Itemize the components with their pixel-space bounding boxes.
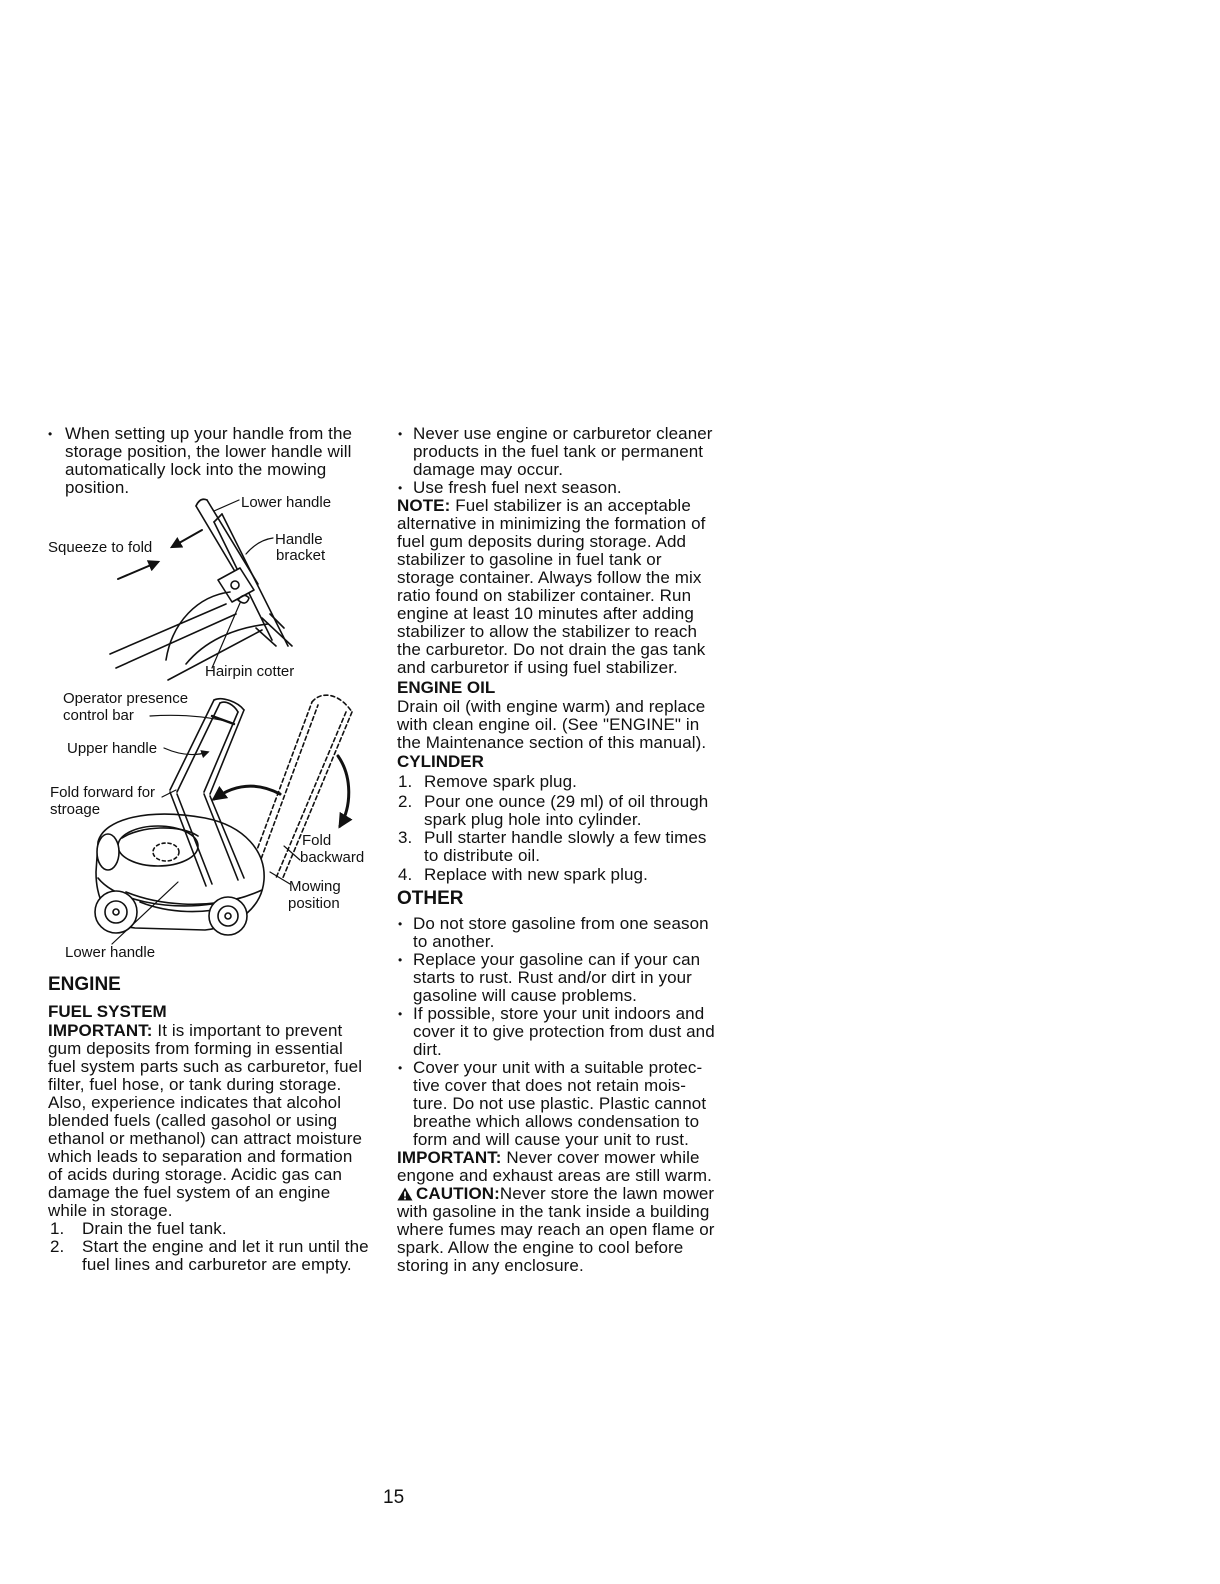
text-line: ethanol or methanol) can attract moisture [48, 1129, 363, 1148]
bullet-text [65, 425, 352, 497]
fuel-system-heading: FUEL SYSTEM [48, 1002, 167, 1021]
leader-hairpin-cotter [212, 603, 240, 668]
front-wheel-right [209, 897, 247, 935]
bullet-text [413, 915, 715, 951]
text-span: It is important to prevent [152, 1021, 343, 1040]
bullet-text [413, 1059, 715, 1149]
text-line: gasoline will cause problems. [413, 986, 638, 1005]
step-number: 3. [398, 828, 413, 847]
text-line: products in the fuel tank or permanent [413, 442, 704, 461]
storage-caution [397, 1185, 715, 1275]
label-fold-forward: Fold forward for [50, 784, 156, 801]
text-line: storage position, the lower handle will [65, 442, 352, 461]
engine-oil-text [397, 698, 706, 752]
rear-wheel [97, 834, 119, 870]
label-fold-backward: Fold [302, 832, 332, 849]
text-line: of acids during storage. Acidic gas can [48, 1165, 343, 1184]
text-line: spark plug hole into cylinder. [424, 810, 642, 829]
other-bullets [398, 915, 715, 1149]
text-line: which leads to separation and formation [48, 1147, 353, 1166]
step-number: 4. [398, 865, 413, 884]
stabilizer-note [397, 497, 705, 677]
bullet-marker: • [398, 427, 403, 441]
text-line: alternative in minimizing the formation of [397, 514, 706, 533]
leader-fold-forward [162, 790, 176, 797]
leader-mowing-position [270, 872, 290, 884]
other-heading: OTHER [397, 888, 464, 909]
text-line: Pull starter handle slowly a few times [424, 828, 707, 847]
text-line: storing in any enclosure. [397, 1256, 584, 1275]
step-text [82, 1238, 369, 1274]
text-line: damage the fuel system of an engine [48, 1183, 331, 1202]
text-line: fuel system parts such as carburetor, fuel [48, 1057, 363, 1076]
bullet-marker: • [48, 427, 53, 441]
text-line: engine at least 10 minutes after adding [397, 604, 694, 623]
text-line: starts to rust. Rust and/or dirt in your [413, 968, 692, 987]
text-line: Do not store gasoline from one season [413, 914, 709, 933]
step-number: 2. [50, 1237, 65, 1256]
text-line: the Maintenance section of this manual). [397, 733, 707, 752]
bullet-marker: • [398, 1007, 403, 1021]
text-line: engone and exhaust areas are still warm. [397, 1166, 712, 1185]
page-number: 15 [383, 1487, 405, 1508]
step-text [424, 793, 708, 829]
text-line: and carburetor if using fuel stabilizer. [397, 658, 678, 677]
text-line: When setting up your handle from the [65, 424, 353, 443]
label-operator-presence: Operator presence [63, 690, 189, 707]
text-line: the carburetor. Do not drain the gas tank [397, 640, 706, 659]
important-label: IMPORTANT: [397, 1148, 502, 1167]
text-line: Start the engine and let it run until the [82, 1237, 369, 1256]
text-line: filter, fuel hose, or tank during storage. [48, 1075, 342, 1094]
fold-backward-arrow [338, 756, 349, 826]
bullet-text [413, 951, 715, 1005]
cylinder-step-2 [398, 793, 708, 829]
text-line: Remove spark plug. [424, 772, 577, 791]
leader-lower-handle [214, 500, 239, 511]
text-line: damage may occur. [413, 460, 564, 479]
leader-upper-handle [164, 748, 208, 755]
fold-forward-arrow [214, 786, 280, 799]
text-line: ture. Do not use plastic. Plastic cannot [413, 1094, 707, 1113]
text-line: to distribute oil. [424, 846, 541, 865]
text-line: Replace with new spark plug. [424, 865, 648, 884]
step-text [82, 1220, 227, 1238]
label-fold-forward: stroage [50, 801, 101, 818]
text-line: cover it to give protection from dust and [413, 1022, 715, 1041]
label-upper-handle: Upper handle [67, 740, 158, 757]
fuel-step-2 [50, 1238, 369, 1274]
fuel-cleaner-bullet [398, 425, 713, 479]
engine-heading: ENGINE [48, 974, 121, 995]
label-mowing-position: Mowing [289, 878, 341, 895]
text-line: with clean engine oil. (See "ENGINE" in [397, 715, 700, 734]
text-line: If possible, store your unit indoors and [413, 1004, 705, 1023]
text-line: automatically lock into the mowing [65, 460, 327, 479]
caution-label: CAUTION: [416, 1184, 500, 1203]
cylinder-heading: CYLINDER [397, 752, 484, 771]
mower-handle-fold-illustration [40, 688, 380, 960]
text-line [397, 1149, 712, 1167]
cylinder-step-3 [398, 829, 707, 865]
note-label: NOTE: [397, 496, 451, 515]
text-line: Never use engine or carburetor cleaner [413, 424, 713, 443]
text-line: with gasoline in the tank inside a building [397, 1202, 710, 1221]
important-label: IMPORTANT: [48, 1021, 153, 1040]
fresh-fuel-bullet [398, 479, 622, 497]
bullet-marker: • [398, 953, 403, 967]
text-line: Drain oil (with engine warm) and replace [397, 697, 706, 716]
text-line: fuel gum deposits during storage. Add [397, 532, 687, 551]
text-line: stabilizer to gasoline in fuel tank or [397, 550, 662, 569]
text-line: Pour one ounce (29 ml) of oil through [424, 792, 709, 811]
label-handle-bracket: bracket [276, 547, 326, 564]
cylinder-step-1 [398, 773, 577, 791]
text-line: tive cover that does not retain mois- [413, 1076, 686, 1095]
text-line: ratio found on stabilizer container. Run [397, 586, 692, 605]
step-number: 2. [398, 792, 413, 811]
label-squeeze-to-fold: Squeeze to fold [48, 539, 153, 556]
text-line: gum deposits from forming in essential [48, 1039, 343, 1058]
text-line: form and will cause your unit to rust. [413, 1130, 689, 1149]
squeeze-arrow-lower [118, 562, 158, 579]
text-line: position. [65, 478, 130, 497]
handle-setup-bullet [48, 425, 352, 497]
storage-important [397, 1149, 712, 1185]
text-line [397, 1185, 715, 1203]
label-handle-bracket: Handle [275, 531, 323, 548]
text-line: Use fresh fuel next season. [413, 478, 622, 497]
fuel-step-1 [50, 1220, 227, 1238]
bullet-text [413, 1005, 715, 1059]
squeeze-arrow-upper [172, 530, 202, 547]
text-line: Drain the fuel tank. [82, 1219, 227, 1238]
bullet-marker: • [398, 917, 403, 931]
warning-icon [397, 1187, 413, 1201]
text-line: stabilizer to allow the stabilizer to reach [397, 622, 698, 641]
text-line: Cover your unit with a suitable protec- [413, 1058, 703, 1077]
text-line [48, 1022, 362, 1040]
step-text [424, 866, 648, 884]
text-line: breathe which allows condensation to [413, 1112, 700, 1131]
fuel-system-important [48, 1022, 362, 1220]
storage-bullet-cover [398, 1059, 715, 1149]
handle-bracket-illustration [40, 490, 345, 690]
text-line: Also, experience indicates that alcohol [48, 1093, 342, 1112]
cylinder-step-4 [398, 866, 648, 884]
bullet-text [413, 479, 622, 497]
engine-oil-heading: ENGINE OIL [397, 678, 496, 697]
step-text [424, 829, 707, 865]
text-span: Never store the lawn mower [499, 1184, 715, 1203]
label-hairpin-cotter: Hairpin cotter [205, 663, 295, 680]
text-line: spark. Allow the engine to cool before [397, 1238, 684, 1257]
text-line: where fumes may reach an open flame or [397, 1220, 715, 1239]
text-line: dirt. [413, 1040, 442, 1059]
text-line: while in storage. [48, 1201, 173, 1220]
label-operator-presence: control bar [63, 707, 134, 724]
bullet-marker: • [398, 1061, 403, 1075]
text-span: Never cover mower while [501, 1148, 700, 1167]
label-lower-handle: Lower handle [241, 494, 332, 511]
label-lower-handle: Lower handle [65, 944, 156, 961]
storage-bullet-gasoline [398, 915, 715, 951]
step-text [424, 773, 577, 791]
storage-bullet-gas-can [398, 951, 715, 1005]
step-number: 1. [50, 1219, 65, 1238]
text-line: fuel lines and carburetor are empty. [82, 1255, 352, 1274]
storage-bullet-indoors [398, 1005, 715, 1059]
text-span: Fuel stabilizer is an acceptable [450, 496, 691, 515]
step-number: 1. [398, 772, 413, 791]
text-line: storage container. Always follow the mix [397, 568, 702, 587]
bullet-text [413, 425, 713, 479]
text-line: Replace your gasoline can if your can [413, 950, 701, 969]
text-line: to another. [413, 932, 495, 951]
bullet-marker: • [398, 481, 403, 495]
label-mowing-position: position [288, 895, 340, 912]
text-line: blended fuels (called gasohol or using [48, 1111, 338, 1130]
text-line [397, 497, 705, 515]
label-fold-backward: backward [300, 849, 365, 866]
leader-handle-bracket [246, 538, 273, 554]
